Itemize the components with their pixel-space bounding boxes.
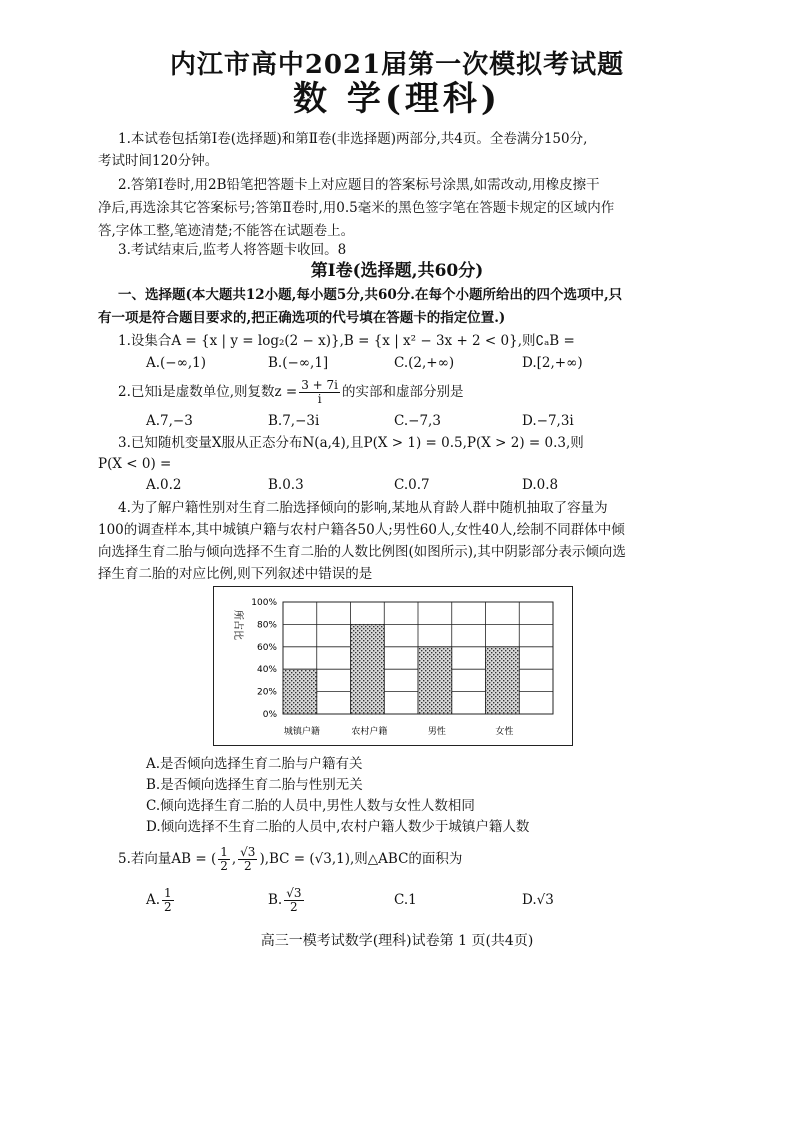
y-tick-label: 100%	[251, 598, 277, 608]
q5-fraction-2	[238, 846, 257, 873]
q2-fraction	[299, 379, 340, 406]
q5-b-den: 2	[290, 900, 298, 914]
q5-option-b-fraction	[284, 887, 303, 914]
question-4-stem: 100的调查样本,其中城镇户籍与农村户籍各50人;男性60人,女性40人,绘制不同群体中倾	[98, 522, 625, 538]
subject-title: 数 学(理科)	[292, 79, 501, 119]
q5-stem-text: 5.若向量AB = (	[118, 851, 217, 867]
section-title: 第Ⅰ卷(选择题,共60分)	[310, 261, 484, 281]
q1-option-c: C.(2,+∞)	[394, 355, 455, 371]
bar-1	[351, 624, 385, 714]
q2-frac-num: 3 + 7i	[301, 378, 339, 392]
question-4-stem: 向选择生育二胎与倾向选择不生育二胎的人数比例图(如图所示),其中阴影部分表示倾向选	[98, 544, 626, 560]
q2-stem-text: 的实部和虚部分别是	[342, 384, 464, 400]
x-tick-label: 男性	[427, 727, 446, 737]
y-tick-label: 80%	[256, 620, 277, 631]
q5-option-c: C.1	[394, 892, 417, 908]
q2-frac-den: i	[317, 392, 322, 406]
page-footer: 高三一模考试数学(理科)试卷第 1 页(共4页)	[260, 933, 534, 949]
q5-stem-text: ),BC = (√3,1),则△ABC的面积为	[259, 851, 463, 867]
question-3-stem: P(X < 0) =	[98, 456, 172, 472]
q5-option-a-fraction	[162, 887, 174, 914]
q5-f1-num: 1	[220, 845, 228, 859]
instruction-line: 3.考试结束后,监考人将答题卡收回。8	[118, 242, 347, 258]
q5-f2-num: √3	[240, 845, 256, 859]
x-tick-label: 农村户籍	[351, 727, 388, 737]
question-1-stem: 1.设集合A = {x | y = log₂(2 − x)},B = {x | x² − 3x + 2 < 0},则∁ₐB =	[118, 333, 575, 349]
q2-option-c: C.−7,3	[394, 413, 441, 429]
question-2-stem	[118, 377, 464, 407]
q5-a-den: 2	[164, 900, 172, 914]
bar-0	[283, 669, 317, 714]
q5-b-num: √3	[286, 886, 302, 900]
bar-2	[418, 647, 452, 714]
q5-fraction-1	[218, 846, 230, 873]
question-4-stem: 4.为了解户籍性别对生育二胎选择倾向的影响,某地从育龄人群中随机抽取了容量为	[118, 500, 608, 516]
question-4-stem: 择生育二胎的对应比例,则下列叙述中错误的是	[98, 566, 373, 582]
y-tick-label: 0%	[262, 710, 277, 720]
q1-option-b: B.(−∞,1]	[268, 355, 329, 371]
q5-f2-den: 2	[243, 859, 252, 873]
instruction-line: 2.答第Ⅰ卷时,用2B铅笔把答题卡上对应题目的答案标号涂黑,如需改动,用橡皮擦干	[118, 177, 600, 193]
x-tick-label: 女性	[495, 727, 514, 737]
q3-option-c: C.0.7	[394, 477, 430, 493]
exam-title: 内江市高中2021届第一次模拟考试题	[169, 50, 625, 80]
instruction-line: 净后,再选涂其它答案标号;答第Ⅱ卷时,用0.5毫米的黑色签字笔在答题卡规定的区域内作	[98, 200, 615, 216]
instruction-line: 考试时间120分钟。	[98, 153, 219, 169]
q5-a-num: 1	[164, 886, 172, 900]
instruction-line: 1.本试卷包括第Ⅰ卷(选择题)和第Ⅱ卷(非选择题)两部分,共4页。全卷满分150分,	[118, 131, 588, 147]
q2-stem-text: 2.已知i是虚数单位,则复数z =	[118, 384, 298, 400]
q5-option-a-prefix: A.	[146, 892, 161, 908]
ratio-bar-chart	[213, 586, 573, 746]
q5-option-a	[146, 884, 176, 916]
q3-option-a: A.0.2	[146, 477, 182, 493]
instruction-line: 答,字体工整,笔迹清楚;不能答在试题卷上。	[98, 223, 355, 239]
y-tick-label: 40%	[256, 665, 277, 676]
q1-option-d: D.[2,+∞)	[522, 355, 583, 371]
q2-option-d: D.−7,3i	[522, 413, 574, 429]
q4-option-d: D.倾向选择不生育二胎的人员中,农村户籍人数少于城镇户籍人数	[146, 819, 530, 835]
q2-option-b: B.7,−3i	[268, 413, 320, 429]
q5-option-b	[268, 884, 306, 916]
q4-option-b: B.是否倾向选择生育二胎与性别无关	[146, 777, 363, 793]
section-intro: 一、选择题(本大题共12小题,每小题5分,共60分.在每个小题所给出的四个选项中,只	[118, 287, 623, 303]
section-intro: 有一项是符合题目要求的,把正确选项的代号填在答题卡的指定位置.)	[98, 310, 506, 326]
chart-ylabel: 所占比	[232, 610, 243, 640]
q1-option-a: A.(−∞,1)	[146, 355, 207, 371]
y-tick-label: 20%	[256, 687, 277, 698]
bar-3	[486, 647, 520, 714]
q5-option-d: D.√3	[522, 892, 554, 908]
y-tick-label: 60%	[256, 642, 277, 653]
question-3-stem: 3.已知随机变量X服从正态分布N(a,4),且P(X > 1) = 0.5,P(X > 2) = 0.3,则	[118, 435, 584, 451]
question-5-stem: 5.若向量AB = ( $\frac{1}{2}$ , $\frac{√3}{2}$ ),BC = (√3,1),则△ABC的面积为	[118, 845, 463, 873]
q5-option-b-prefix: B.	[268, 892, 283, 908]
q5-f1-den: 2	[220, 859, 228, 873]
x-tick-label: 城镇户籍	[283, 727, 320, 737]
q2-option-a: A.7,−3	[146, 413, 193, 429]
q3-option-d: D.0.8	[522, 477, 559, 493]
q4-option-a: A.是否倾向选择生育二胎与户籍有关	[146, 756, 363, 772]
q4-option-c: C.倾向选择生育二胎的人员中,男性人数与女性人数相同	[146, 798, 475, 814]
q3-option-b: B.0.3	[268, 477, 304, 493]
